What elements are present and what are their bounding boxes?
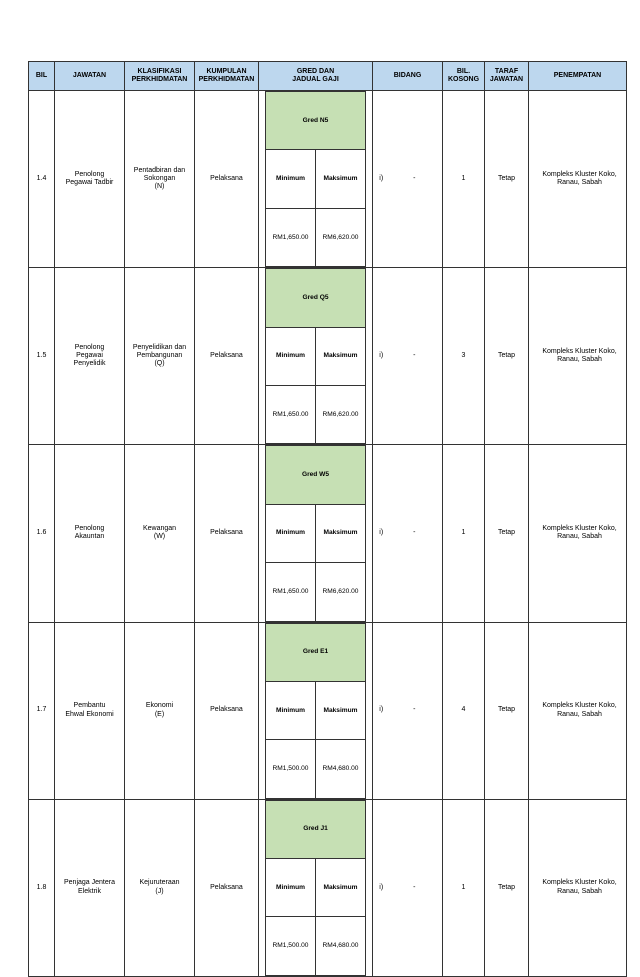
jawatan-cell: [55, 268, 125, 445]
gred-title: Gred N5: [266, 92, 366, 150]
gred-maksimum-label: Maksimum: [316, 150, 366, 208]
penempatan-line: Ranau, Sabah: [557, 356, 602, 364]
bidang-number-cell: i): [373, 445, 387, 622]
penempatan-cell: [529, 622, 627, 799]
kumpulan-cell: Pelaksana: [195, 445, 259, 622]
header-bil-kosong: [443, 62, 485, 91]
jawatan-line: Akauntan: [74, 533, 105, 541]
gred-title: Gred J1: [266, 800, 366, 858]
table-body: [29, 91, 627, 977]
taraf-cell: Tetap: [485, 268, 529, 445]
gred-minimum-label: Minimum: [266, 681, 316, 739]
bidang-number-cell: i): [373, 622, 387, 799]
klasifikasi-cell: [125, 799, 195, 976]
klasifikasi-line: Penyelidikan dan: [132, 343, 187, 351]
header-penempatan: PENEMPATAN: [529, 62, 627, 91]
gred-minimum-value: RM1,650.00: [266, 563, 316, 621]
jawatan-cell: [55, 91, 125, 268]
jawatan-cell: [55, 799, 125, 976]
penempatan-line: Ranau, Sabah: [557, 710, 602, 718]
header-bil-kosong-line2: KOSONG: [447, 76, 480, 83]
jawatan-cell: [55, 445, 125, 622]
header-gred-line2: JADUAL GAJI: [292, 76, 339, 83]
table-row: [29, 445, 627, 622]
penempatan-cell: [529, 268, 627, 445]
taraf-cell: Tetap: [485, 445, 529, 622]
jawatan-line: Ehwal Ekonomi: [65, 710, 114, 718]
gred-title: Gred E1: [266, 623, 366, 681]
gred-cell: [259, 799, 373, 976]
penempatan-line: Kompleks Kluster Koko,: [542, 170, 617, 178]
header-row: [29, 62, 627, 91]
jawatan-line: Penolong: [74, 170, 105, 178]
penempatan-line: Kompleks Kluster Koko,: [542, 525, 617, 533]
jawatan-line: Pegawai: [76, 352, 103, 360]
bil-cell: 1.5: [29, 268, 55, 445]
kumpulan-cell: Pelaksana: [195, 799, 259, 976]
penempatan-line: Ranau, Sabah: [557, 887, 602, 895]
klasifikasi-cell: [125, 268, 195, 445]
klasifikasi-cell: [125, 622, 195, 799]
gred-salary-table: [265, 445, 366, 621]
table-row: [29, 622, 627, 799]
bil-kosong-cell: 3: [443, 268, 485, 445]
jawatan-line: Elektrik: [78, 887, 101, 895]
jawatan-line: Penolong: [74, 343, 105, 351]
bil-cell: 1.4: [29, 91, 55, 268]
penempatan-line: Kompleks Kluster Koko,: [542, 347, 617, 355]
gred-salary-table: [265, 623, 366, 799]
jawatan-line: Penjaga Jentera: [64, 879, 115, 887]
klasifikasi-line: (E): [154, 710, 165, 718]
bil-kosong-cell: 1: [443, 91, 485, 268]
klasifikasi-line: (N): [154, 183, 165, 191]
header-bidang: BIDANG: [373, 62, 443, 91]
penempatan-cell: [529, 799, 627, 976]
header-bil: BIL: [29, 62, 55, 91]
klasifikasi-line: (J): [155, 887, 164, 895]
header-kumpulan-line2: PERKHIDMATAN: [198, 76, 255, 83]
bil-kosong-cell: 1: [443, 445, 485, 622]
jawatan-line: Pegawai Tadbir: [65, 179, 114, 187]
bil-cell: 1.6: [29, 445, 55, 622]
table-row: [29, 268, 627, 445]
header-bil-kosong-line1: BIL.: [456, 67, 471, 75]
klasifikasi-line: Ekonomi: [145, 702, 174, 710]
gred-maksimum-value: RM6,620.00: [316, 563, 366, 621]
klasifikasi-line: Kejuruteraan: [139, 879, 180, 887]
header-klasifikasi-line2: PERKHIDMATAN: [131, 76, 188, 83]
header-klasifikasi-line1: KLASIFIKASI: [137, 67, 182, 75]
header-taraf: [485, 62, 529, 91]
gred-maksimum-value: RM4,680.00: [316, 740, 366, 798]
bil-kosong-cell: 1: [443, 799, 485, 976]
bidang-cell: -: [387, 91, 443, 268]
bidang-number-cell: i): [373, 268, 387, 445]
klasifikasi-line: (W): [153, 533, 166, 541]
jawatan-cell: [55, 622, 125, 799]
jawatan-line: Penyelidik: [73, 360, 106, 368]
klasifikasi-line: Pentadbiran dan: [133, 166, 186, 174]
penempatan-cell: [529, 91, 627, 268]
bidang-cell: -: [387, 445, 443, 622]
taraf-cell: Tetap: [485, 799, 529, 976]
bil-kosong-cell: 4: [443, 622, 485, 799]
gred-minimum-label: Minimum: [266, 859, 316, 917]
gred-cell: [259, 268, 373, 445]
klasifikasi-line: Pembangunan: [136, 352, 183, 360]
gred-title: Gred W5: [266, 446, 366, 504]
gred-minimum-value: RM1,650.00: [266, 385, 316, 443]
header-jawatan: JAWATAN: [55, 62, 125, 91]
taraf-cell: Tetap: [485, 91, 529, 268]
bidang-cell: -: [387, 622, 443, 799]
bidang-number-cell: i): [373, 799, 387, 976]
header-taraf-line2: JAWATAN: [489, 76, 524, 83]
gred-maksimum-value: RM4,680.00: [316, 917, 366, 975]
gred-maksimum-label: Maksimum: [316, 681, 366, 739]
gred-minimum-label: Minimum: [266, 504, 316, 562]
gred-cell: [259, 91, 373, 268]
header-kumpulan: [195, 62, 259, 91]
header-klasifikasi: [125, 62, 195, 91]
gred-minimum-label: Minimum: [266, 327, 316, 385]
gred-cell: [259, 445, 373, 622]
bidang-cell: -: [387, 268, 443, 445]
gred-minimum-value: RM1,650.00: [266, 208, 316, 266]
gred-minimum-value: RM1,500.00: [266, 740, 316, 798]
gred-minimum-label: Minimum: [266, 150, 316, 208]
penempatan-line: Kompleks Kluster Koko,: [542, 879, 617, 887]
penempatan-line: Ranau, Sabah: [557, 179, 602, 187]
header-taraf-line1: TARAF: [494, 67, 519, 75]
klasifikasi-line: Sokongan: [143, 174, 176, 182]
gred-maksimum-label: Maksimum: [316, 504, 366, 562]
header-gred: [259, 62, 373, 91]
header-gred-line1: GRED DAN: [296, 67, 335, 75]
gred-maksimum-label: Maksimum: [316, 327, 366, 385]
gred-cell: [259, 622, 373, 799]
kumpulan-cell: Pelaksana: [195, 622, 259, 799]
penempatan-line: Ranau, Sabah: [557, 533, 602, 541]
gred-maksimum-value: RM6,620.00: [316, 208, 366, 266]
bil-cell: 1.7: [29, 622, 55, 799]
klasifikasi-cell: [125, 445, 195, 622]
penempatan-cell: [529, 445, 627, 622]
klasifikasi-cell: [125, 91, 195, 268]
gred-salary-table: [265, 268, 366, 444]
kumpulan-cell: Pelaksana: [195, 268, 259, 445]
gred-maksimum-label: Maksimum: [316, 859, 366, 917]
vacancy-table: [28, 61, 627, 977]
gred-salary-table: [265, 91, 366, 267]
table-row: [29, 799, 627, 976]
bidang-number-cell: i): [373, 91, 387, 268]
table-row: [29, 91, 627, 268]
gred-salary-table: [265, 800, 366, 976]
klasifikasi-line: Kewangan: [142, 525, 177, 533]
taraf-cell: Tetap: [485, 622, 529, 799]
penempatan-line: Kompleks Kluster Koko,: [542, 702, 617, 710]
jawatan-line: Penolong: [74, 525, 105, 533]
jawatan-line: Pembantu: [73, 702, 106, 710]
gred-title: Gred Q5: [266, 269, 366, 327]
bil-cell: 1.8: [29, 799, 55, 976]
klasifikasi-line: (Q): [154, 360, 165, 368]
header-kumpulan-line1: KUMPULAN: [206, 67, 247, 75]
gred-maksimum-value: RM6,620.00: [316, 385, 366, 443]
kumpulan-cell: Pelaksana: [195, 91, 259, 268]
gred-minimum-value: RM1,500.00: [266, 917, 316, 975]
bidang-cell: -: [387, 799, 443, 976]
